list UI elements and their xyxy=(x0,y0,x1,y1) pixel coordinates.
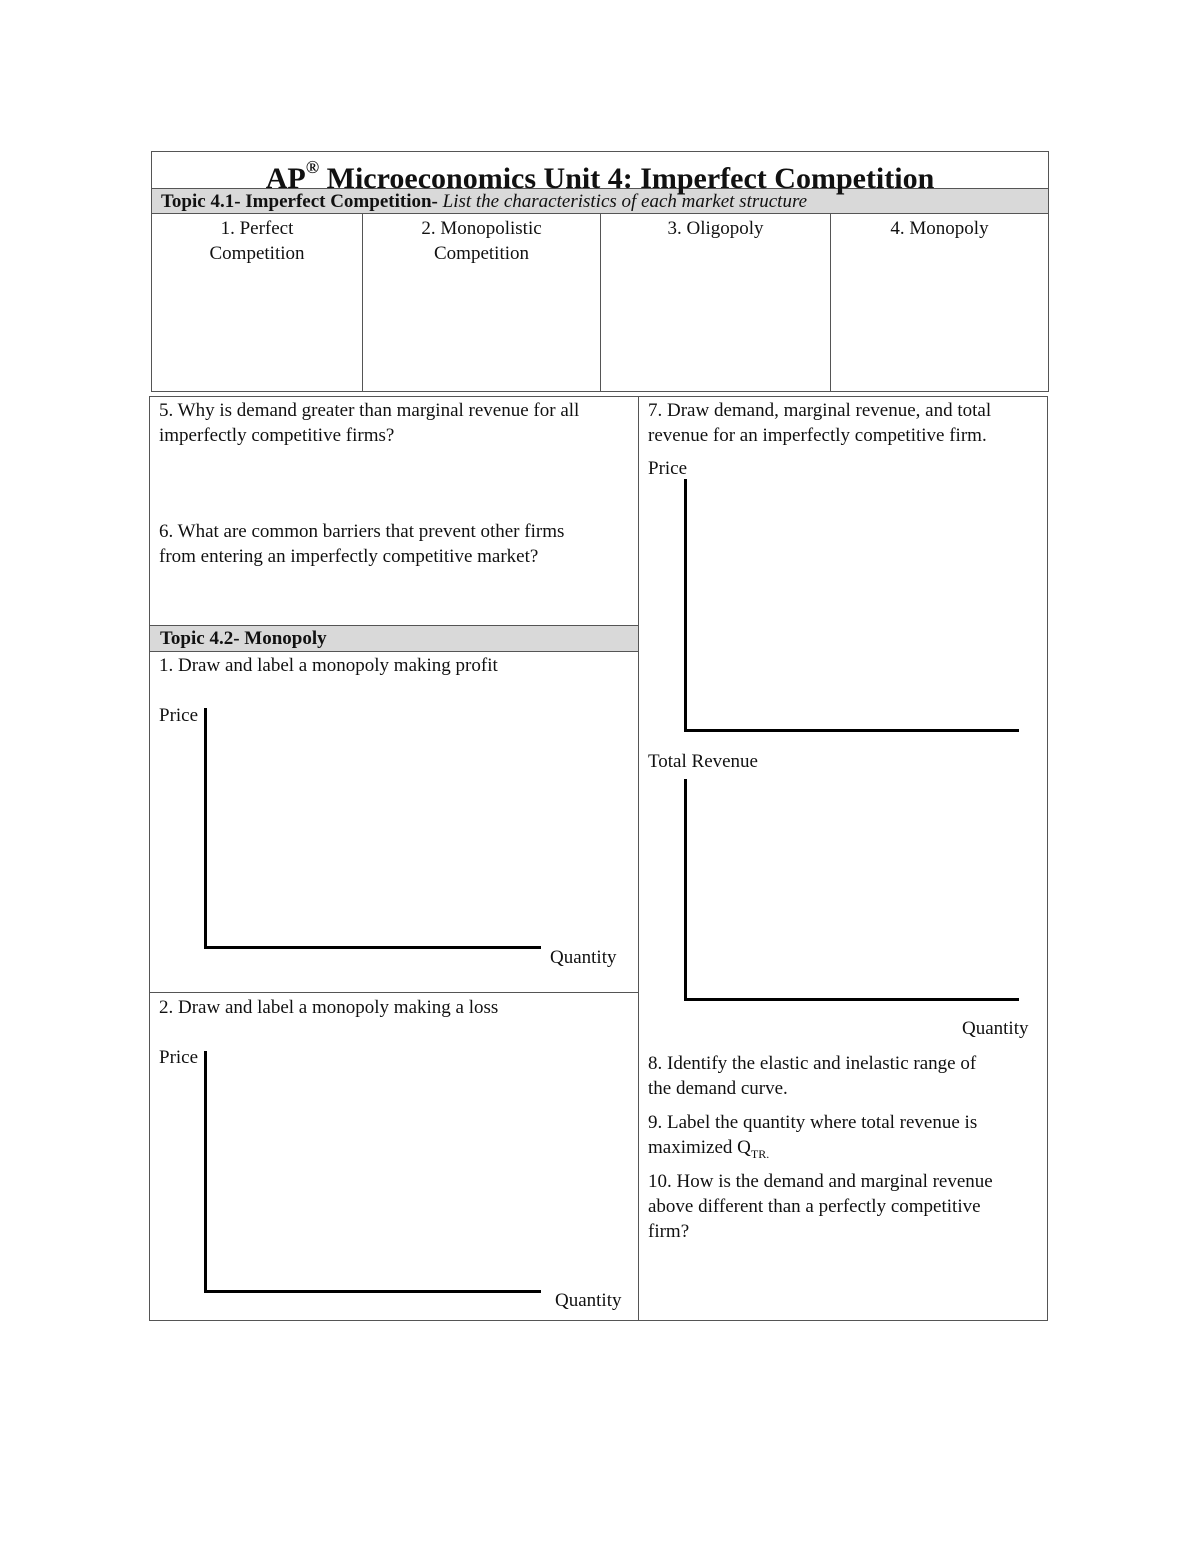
column-2-line1: 2. Monopolistic xyxy=(421,218,542,239)
demand-graph-price-label: Price xyxy=(648,458,688,479)
question-10-line3: firm? xyxy=(648,1221,690,1242)
question-7-line2: revenue for an imperfectly competitive firm. xyxy=(648,425,987,446)
question-9 xyxy=(648,1110,977,1167)
loss-graph-price-label: Price xyxy=(159,1047,199,1068)
question-5-line2: imperfectly competitive firms? xyxy=(159,425,395,446)
border-bottom xyxy=(149,1320,1048,1321)
question-9-line2: maximized Q xyxy=(648,1137,751,1158)
question-6 xyxy=(159,519,564,569)
border-right-bottom xyxy=(1047,396,1048,1321)
column-perfect-competition xyxy=(152,216,362,266)
topic-42-heading xyxy=(160,627,327,651)
profit-graph-y-axis xyxy=(204,708,207,949)
question-10-line2: above different than a perfectly competitive xyxy=(648,1196,981,1217)
column-monopoly xyxy=(831,216,1048,241)
loss-graph-y-axis xyxy=(204,1051,207,1293)
question-6-line1: 6. What are common barriers that prevent other firms xyxy=(159,521,565,542)
topic-41-instruction: List the characteristics of each market structure xyxy=(437,191,808,212)
tr-graph-quantity-label: Quantity xyxy=(962,1018,1029,1039)
topic-41-label: Topic 4.1- Imperfect Competition- xyxy=(161,191,438,212)
question-9-line1: 9. Label the quantity where total revenue is xyxy=(648,1112,978,1133)
registered-mark: ® xyxy=(305,157,320,177)
question-6-line2: from entering an imperfectly competitive market? xyxy=(159,546,539,567)
question-8-line2: the demand curve. xyxy=(648,1078,788,1099)
profit-graph-price-label: Price xyxy=(159,705,199,726)
column-monopolistic-competition xyxy=(363,216,600,266)
border-left-bottom xyxy=(149,396,150,1321)
border-section2-top xyxy=(149,396,1048,397)
profit-graph-x-axis xyxy=(204,946,541,949)
question-7 xyxy=(648,398,991,448)
border-topic42-bottom xyxy=(149,651,639,652)
monopoly-loss-prompt: 2. Draw and label a monopoly making a loss xyxy=(159,997,499,1018)
profit-graph-quantity-label: Quantity xyxy=(550,947,617,968)
tr-graph-y-axis xyxy=(684,779,687,1001)
question-8 xyxy=(648,1051,976,1101)
title-prefix: AP xyxy=(265,162,306,195)
question-5-line1: 5. Why is demand greater than marginal revenue for all xyxy=(159,400,580,421)
question-7-line1: 7. Draw demand, marginal revenue, and total xyxy=(648,400,992,421)
title-rest: Microeconomics Unit 4: Imperfect Competition xyxy=(319,162,935,195)
column-3-line1: 3. Oligopoly xyxy=(667,218,764,239)
border-row1-bottom xyxy=(151,391,1049,392)
total-revenue-label: Total Revenue xyxy=(648,751,758,772)
column-4-line1: 4. Monopoly xyxy=(890,218,989,239)
demand-graph-y-axis xyxy=(684,479,687,732)
demand-graph-x-axis xyxy=(684,729,1019,732)
loss-graph-x-axis xyxy=(204,1290,541,1293)
topic-42-label: Topic 4.2- Monopoly xyxy=(160,628,327,649)
border-right-top xyxy=(1048,151,1049,392)
page-title xyxy=(152,152,1048,195)
topic-41-heading xyxy=(161,190,807,214)
column-oligopoly xyxy=(601,216,830,241)
column-1-line2: Competition xyxy=(209,243,305,264)
question-10-line1: 10. How is the demand and marginal revenue xyxy=(648,1171,993,1192)
question-10 xyxy=(648,1169,993,1244)
border-monopoly-q1-bottom xyxy=(149,992,639,993)
tr-graph-x-axis xyxy=(684,998,1019,1001)
question-9-subscript: TR. xyxy=(750,1146,770,1161)
question-5 xyxy=(159,398,579,448)
question-9-line2-wrap xyxy=(648,1135,977,1167)
monopoly-profit-prompt: 1. Draw and label a monopoly making profit xyxy=(159,655,498,676)
question-8-line1: 8. Identify the elastic and inelastic range of xyxy=(648,1053,977,1074)
border-middle xyxy=(638,396,639,1321)
loss-graph-quantity-label: Quantity xyxy=(555,1290,622,1311)
column-1-line1: 1. Perfect xyxy=(220,218,294,239)
column-2-line2: Competition xyxy=(434,243,529,264)
